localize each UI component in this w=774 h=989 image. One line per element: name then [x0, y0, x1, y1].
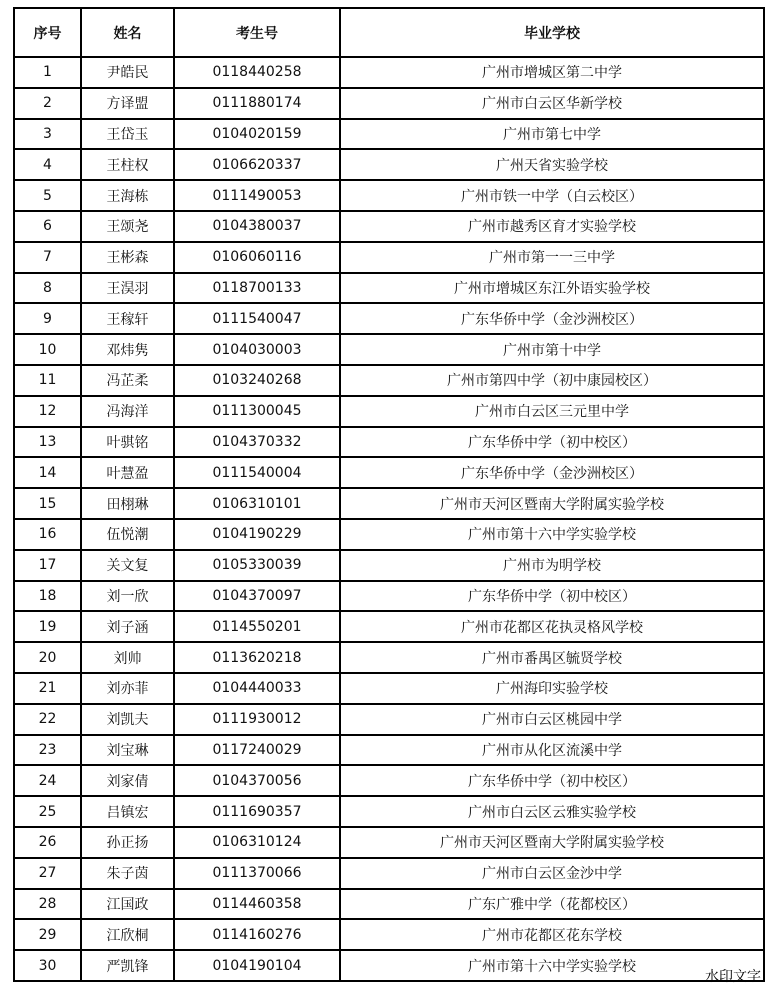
cell-exam-id: 0104370332 [174, 427, 340, 458]
cell-exam-id: 0111540047 [174, 303, 340, 334]
cell-no: 6 [14, 211, 81, 242]
cell-no: 2 [14, 88, 81, 119]
cell-exam-id: 0104020159 [174, 119, 340, 150]
cell-name: 尹皓民 [81, 57, 174, 88]
table-row [14, 303, 764, 334]
cell-name: 叶慧盈 [81, 457, 174, 488]
table-row [14, 642, 764, 673]
table-row [14, 673, 764, 704]
cell-no: 29 [14, 919, 81, 950]
cell-school: 广州市从化区流溪中学 [340, 735, 764, 766]
cell-exam-id: 0113620218 [174, 642, 340, 673]
cell-school: 广州市白云区桃园中学 [340, 704, 764, 735]
cell-no: 7 [14, 242, 81, 273]
cell-school: 广州市第十六中学实验学校 [340, 519, 764, 550]
table-row [14, 950, 764, 981]
table-row [14, 119, 764, 150]
cell-no: 21 [14, 673, 81, 704]
table-row [14, 57, 764, 88]
cell-name: 王岱玉 [81, 119, 174, 150]
cell-name: 王淏羽 [81, 273, 174, 304]
cell-no: 24 [14, 765, 81, 796]
table-row [14, 735, 764, 766]
cell-exam-id: 0103240268 [174, 365, 340, 396]
cell-school: 广东华侨中学（金沙洲校区） [340, 303, 764, 334]
cell-no: 26 [14, 827, 81, 858]
cell-name: 刘一欣 [81, 581, 174, 612]
cell-no: 15 [14, 488, 81, 519]
cell-name: 刘子涵 [81, 611, 174, 642]
cell-school: 广州市白云区三元里中学 [340, 396, 764, 427]
cell-name: 关文复 [81, 550, 174, 581]
cell-no: 4 [14, 149, 81, 180]
cell-school: 广州市花都区花东学校 [340, 919, 764, 950]
cell-school: 广东华侨中学（初中校区） [340, 765, 764, 796]
table-row [14, 519, 764, 550]
cell-no: 11 [14, 365, 81, 396]
cell-name: 邓炜隽 [81, 334, 174, 365]
table-row [14, 88, 764, 119]
cell-school: 广州市白云区金沙中学 [340, 858, 764, 889]
cell-name: 方译盟 [81, 88, 174, 119]
table-row [14, 796, 764, 827]
cell-school: 广州市番禺区毓贤学校 [340, 642, 764, 673]
cell-school: 广州天省实验学校 [340, 149, 764, 180]
table-header-row [14, 8, 764, 57]
table-row [14, 858, 764, 889]
cell-school: 广东华侨中学（初中校区） [340, 581, 764, 612]
cell-exam-id: 0104190104 [174, 950, 340, 981]
cell-school: 广州市花都区花执灵格风学校 [340, 611, 764, 642]
column-header-exam-id: 考生号 [174, 8, 340, 57]
cell-name: 冯芷柔 [81, 365, 174, 396]
cell-no: 13 [14, 427, 81, 458]
cell-name: 叶骐铭 [81, 427, 174, 458]
cell-school: 广州市第十中学 [340, 334, 764, 365]
table-body [14, 57, 764, 981]
cell-exam-id: 0104380037 [174, 211, 340, 242]
cell-exam-id: 0104370056 [174, 765, 340, 796]
table-row [14, 889, 764, 920]
table-row [14, 396, 764, 427]
cell-name: 王颂尧 [81, 211, 174, 242]
cell-school: 广州市白云区华新学校 [340, 88, 764, 119]
cell-name: 刘亦菲 [81, 673, 174, 704]
cell-school: 广州市增城区第二中学 [340, 57, 764, 88]
cell-exam-id: 0105330039 [174, 550, 340, 581]
cell-school: 广州市白云区云雅实验学校 [340, 796, 764, 827]
cell-name: 吕镇宏 [81, 796, 174, 827]
cell-no: 19 [14, 611, 81, 642]
table-row [14, 581, 764, 612]
cell-exam-id: 0106310101 [174, 488, 340, 519]
cell-no: 12 [14, 396, 81, 427]
column-header-name: 姓名 [81, 8, 174, 57]
cell-name: 严凯锋 [81, 950, 174, 981]
cell-exam-id: 0104030003 [174, 334, 340, 365]
table-row [14, 242, 764, 273]
cell-exam-id: 0111490053 [174, 180, 340, 211]
table-row [14, 211, 764, 242]
table-row [14, 273, 764, 304]
cell-no: 28 [14, 889, 81, 920]
cell-school: 广东华侨中学（金沙洲校区） [340, 457, 764, 488]
table-row [14, 427, 764, 458]
cell-school: 广州市天河区暨南大学附属实验学校 [340, 488, 764, 519]
cell-no: 25 [14, 796, 81, 827]
cell-exam-id: 0111540004 [174, 457, 340, 488]
table-row [14, 704, 764, 735]
cell-no: 27 [14, 858, 81, 889]
column-header-school: 毕业学校 [340, 8, 764, 57]
cell-exam-id: 0114460358 [174, 889, 340, 920]
cell-school: 广东华侨中学（初中校区） [340, 427, 764, 458]
cell-exam-id: 0114160276 [174, 919, 340, 950]
cell-exam-id: 0111880174 [174, 88, 340, 119]
table-row [14, 919, 764, 950]
cell-school: 广州市铁一中学（白云校区） [340, 180, 764, 211]
cell-name: 王柱权 [81, 149, 174, 180]
table-row [14, 611, 764, 642]
table-row [14, 488, 764, 519]
cell-no: 3 [14, 119, 81, 150]
cell-no: 18 [14, 581, 81, 612]
cell-school: 广东广雅中学（花都校区） [340, 889, 764, 920]
cell-school: 广州市第七中学 [340, 119, 764, 150]
cell-no: 17 [14, 550, 81, 581]
cell-exam-id: 0104440033 [174, 673, 340, 704]
cell-school: 广州市天河区暨南大学附属实验学校 [340, 827, 764, 858]
table-row [14, 334, 764, 365]
cell-exam-id: 0106620337 [174, 149, 340, 180]
cell-no: 9 [14, 303, 81, 334]
cell-exam-id: 0111300045 [174, 396, 340, 427]
cell-school: 广州市增城区东江外语实验学校 [340, 273, 764, 304]
cell-exam-id: 0118440258 [174, 57, 340, 88]
table-row [14, 550, 764, 581]
cell-no: 1 [14, 57, 81, 88]
cell-name: 王彬森 [81, 242, 174, 273]
cell-exam-id: 0117240029 [174, 735, 340, 766]
cell-name: 江欣桐 [81, 919, 174, 950]
cell-no: 16 [14, 519, 81, 550]
cell-no: 8 [14, 273, 81, 304]
table-row [14, 180, 764, 211]
cell-name: 孙正扬 [81, 827, 174, 858]
cell-name: 田栩琳 [81, 488, 174, 519]
cell-school: 广州市为明学校 [340, 550, 764, 581]
cell-name: 伍悦潮 [81, 519, 174, 550]
cell-name: 刘帅 [81, 642, 174, 673]
cell-name: 冯海洋 [81, 396, 174, 427]
cell-name: 刘宝琳 [81, 735, 174, 766]
table-row [14, 827, 764, 858]
column-header-no: 序号 [14, 8, 81, 57]
cell-school: 广州市第十六中学实验学校 [340, 950, 764, 981]
cell-name: 江国政 [81, 889, 174, 920]
cell-exam-id: 0118700133 [174, 273, 340, 304]
cell-no: 23 [14, 735, 81, 766]
cell-exam-id: 0106310124 [174, 827, 340, 858]
cell-name: 刘凯夫 [81, 704, 174, 735]
cell-exam-id: 0111690357 [174, 796, 340, 827]
cell-school: 广州海印实验学校 [340, 673, 764, 704]
watermark-text: 水印文字 [705, 969, 761, 985]
student-roster-table [13, 7, 765, 982]
cell-no: 30 [14, 950, 81, 981]
cell-exam-id: 0104190229 [174, 519, 340, 550]
table-row [14, 765, 764, 796]
table-row [14, 149, 764, 180]
cell-no: 14 [14, 457, 81, 488]
cell-no: 22 [14, 704, 81, 735]
cell-name: 王稼轩 [81, 303, 174, 334]
cell-exam-id: 0104370097 [174, 581, 340, 612]
cell-name: 王海栋 [81, 180, 174, 211]
cell-exam-id: 0111930012 [174, 704, 340, 735]
cell-school: 广州市第四中学（初中康园校区） [340, 365, 764, 396]
cell-no: 20 [14, 642, 81, 673]
cell-exam-id: 0111370066 [174, 858, 340, 889]
cell-name: 刘家倩 [81, 765, 174, 796]
cell-school: 广州市越秀区育才实验学校 [340, 211, 764, 242]
cell-exam-id: 0106060116 [174, 242, 340, 273]
cell-no: 5 [14, 180, 81, 211]
cell-no: 10 [14, 334, 81, 365]
cell-exam-id: 0114550201 [174, 611, 340, 642]
cell-school: 广州市第一一三中学 [340, 242, 764, 273]
cell-name: 朱子茵 [81, 858, 174, 889]
table-row [14, 365, 764, 396]
table-row [14, 457, 764, 488]
